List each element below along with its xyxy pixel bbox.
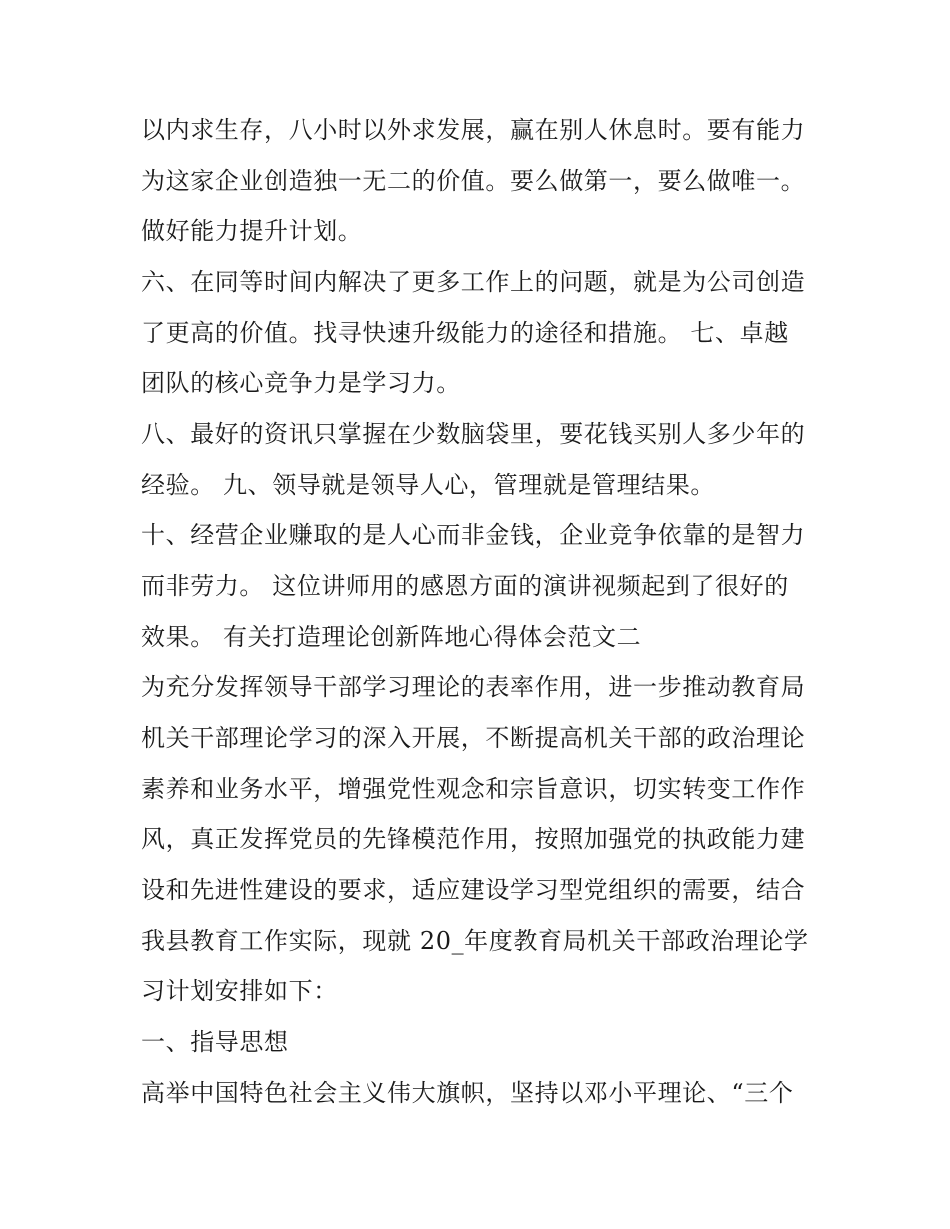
text-line: 机关干部理论学习的深入开展，不断提高机关干部的政治理论 — [141, 724, 806, 752]
text-line: 素养和业务水平，增强党性观念和宗旨意识，切实转变工作作 — [141, 775, 806, 803]
text-line: 为充分发挥领导干部学习理论的表率作用，进一步推动教育局 — [141, 673, 806, 701]
section-heading: 一、指导思想 — [141, 1028, 289, 1056]
text-line: 为这家企业创造独一无二的价值。要么做第一，要么做唯一。 — [141, 167, 806, 195]
text-line: 高举中国特色社会主义伟大旗帜，坚持以邓小平理论、“三个 — [141, 1079, 794, 1107]
text-line: 团队的核心竞争力是学习力。 — [141, 369, 461, 397]
text-line: 风，真正发挥党员的先锋模范作用，按照加强党的执政能力建 — [141, 825, 806, 853]
text-line: 了更高的价值。找寻快速升级能力的途径和措施。 七、卓越 — [141, 319, 789, 347]
text-line: 习计划安排如下： — [141, 977, 338, 1005]
text-line: 设和先进性建设的要求，适应建设学习型党组织的需要，结合 — [141, 876, 806, 904]
text-line: 我县教育工作实际，现就 20_年度教育局机关干部政治理论学 — [141, 927, 809, 955]
text-line: 六、在同等时间内解决了更多工作上的问题，就是为公司创造 — [141, 268, 806, 296]
text-line: 八、最好的资讯只掌握在少数脑袋里，要花钱买别人多少年的 — [141, 420, 806, 448]
text-line: 而非劳力。 这位讲师用的感恩方面的演讲视频起到了很好的 — [141, 572, 789, 600]
text-line: 十、经营企业赚取的是人心而非金钱，企业竞争依靠的是智力 — [141, 521, 806, 549]
text-line: 经验。 九、领导就是领导人心，管理就是管理结果。 — [141, 471, 716, 499]
text-line: 做好能力提升计划。 — [141, 217, 363, 245]
text-line: 以内求生存，八小时以外求发展，赢在别人休息时。要有能力 — [141, 116, 806, 144]
text-line: 效果。 有关打造理论创新阵地心得体会范文二 — [141, 623, 642, 651]
